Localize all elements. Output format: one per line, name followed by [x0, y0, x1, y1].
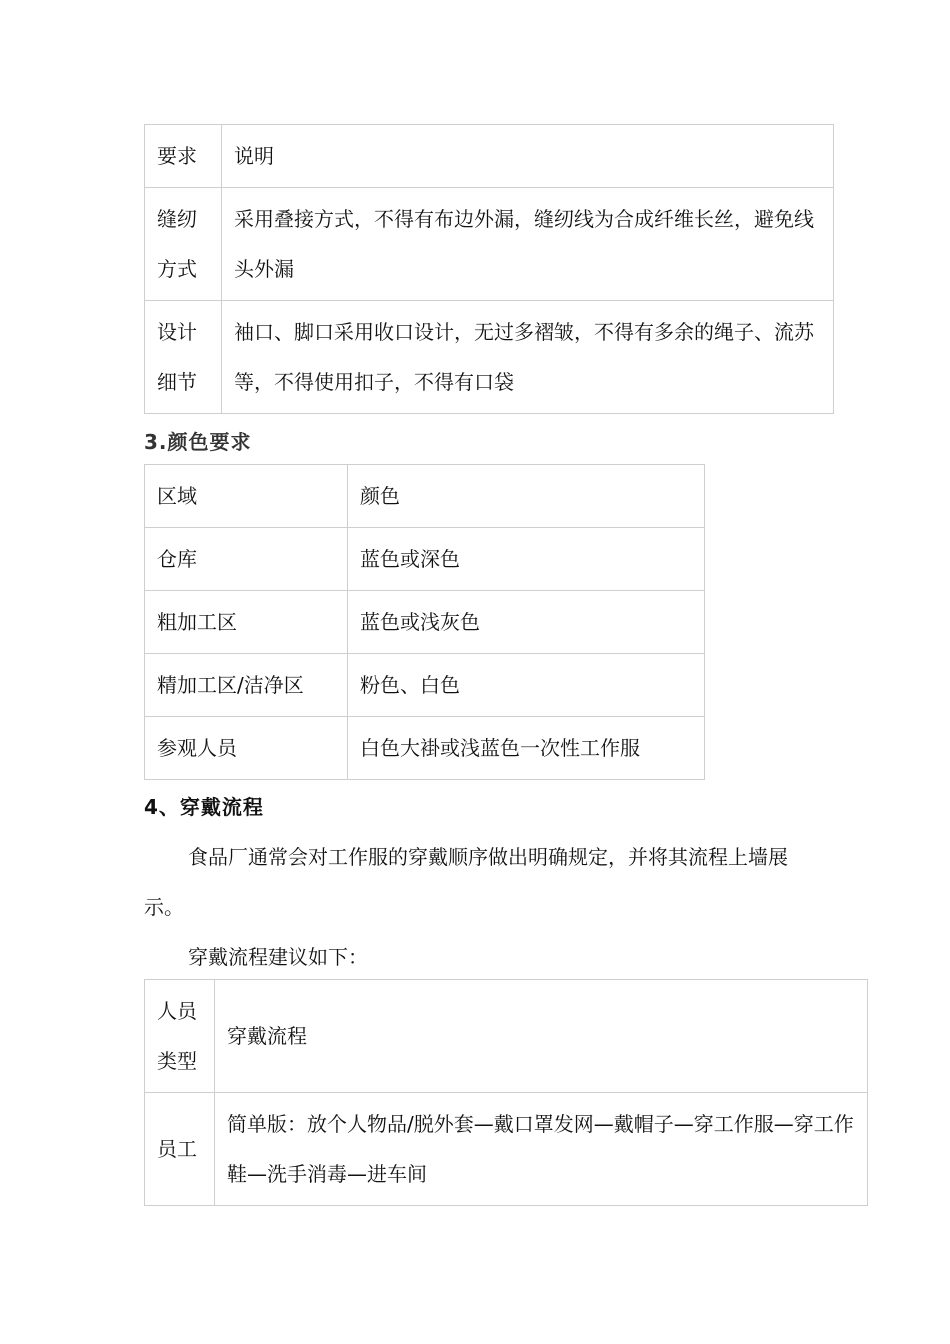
requirement-cell: 设计细节	[145, 301, 222, 414]
description-cell: 袖口、脚口采用收口设计，无过多褶皱，不得有多余的绳子、流苏等，不得使用扣子，不得有口袋	[222, 301, 834, 414]
fabric-requirements-table	[144, 124, 834, 414]
color-requirements-heading: 3.颜色要求	[144, 430, 252, 454]
requirement-cell: 缝纫方式	[145, 188, 222, 301]
table-row	[145, 654, 705, 717]
wearing-process-cell: 简单版：放个人物品/脱外套—戴口罩发网—戴帽子—穿工作服—穿工作鞋—洗手消毒—进车间	[215, 1093, 868, 1206]
wearing-process-heading: 4、穿戴流程	[144, 795, 264, 819]
header-cell-area: 区域	[145, 465, 348, 528]
area-cell: 参观人员	[145, 717, 348, 780]
table-row	[145, 591, 705, 654]
table-header-row	[145, 980, 868, 1093]
table-row	[145, 188, 834, 301]
header-cell-color: 颜色	[348, 465, 705, 528]
table-row	[145, 717, 705, 780]
wearing-process-paragraph: 食品厂通常会对工作服的穿戴顺序做出明确规定，并将其流程上墙展示。	[144, 845, 788, 919]
header-cell-requirement: 要求	[145, 125, 222, 188]
wearing-process-intro: 穿戴流程建议如下：	[188, 945, 368, 969]
table-row	[145, 301, 834, 414]
header-cell-personnel-type: 人员类型	[145, 980, 215, 1093]
table-row	[145, 1093, 868, 1206]
area-cell: 粗加工区	[145, 591, 348, 654]
color-requirements-table	[144, 464, 705, 780]
table-header-row	[145, 465, 705, 528]
header-cell-wearing-process: 穿戴流程	[215, 980, 868, 1093]
table-row	[145, 528, 705, 591]
area-cell: 精加工区/洁净区	[145, 654, 348, 717]
personnel-type-cell: 员工	[145, 1093, 215, 1206]
wearing-process-table	[144, 979, 868, 1206]
header-cell-description: 说明	[222, 125, 834, 188]
table-header-row	[145, 125, 834, 188]
area-cell: 仓库	[145, 528, 348, 591]
color-cell: 白色大褂或浅蓝色一次性工作服	[348, 717, 705, 780]
description-cell: 采用叠接方式，不得有布边外漏，缝纫线为合成纤维长丝，避免线头外漏	[222, 188, 834, 301]
color-cell: 蓝色或浅灰色	[348, 591, 705, 654]
color-cell: 蓝色或深色	[348, 528, 705, 591]
color-cell: 粉色、白色	[348, 654, 705, 717]
